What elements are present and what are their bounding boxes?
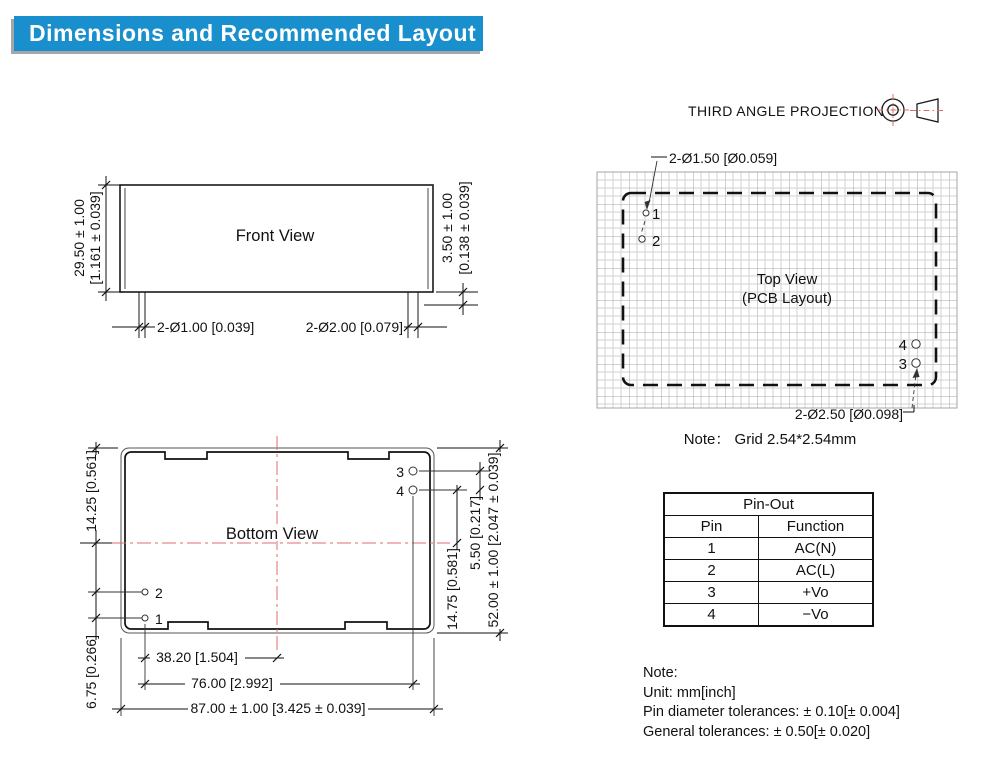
pinout-pin: 1 [664, 538, 759, 560]
pinout-table [663, 492, 874, 627]
table-row [664, 582, 873, 604]
front-view [71, 176, 478, 338]
third-angle-projection [688, 94, 945, 126]
section-title: Dimensions and Recommended Layout [29, 20, 477, 46]
table-row [664, 560, 873, 582]
dim-87-00: 87.00 ± 1.00 [3.425 ± 0.039] [190, 700, 366, 716]
front-view-pin-small-callout: 2-Ø1.00 [0.039] [157, 319, 255, 335]
pinout-function: AC(L) [759, 560, 874, 582]
front-view-pin-large-callout: 2-Ø2.00 [0.079] [305, 319, 403, 335]
front-view-dim-pin-length-in: [0.138 ± 0.039] [456, 181, 472, 275]
note-general-tolerance: General tolerances: ± 0.50[± 0.020] [643, 723, 871, 740]
bottom-view-left-dims [80, 442, 118, 709]
note-pin-tolerance: Pin diameter tolerances: ± 0.10[± 0.004] [643, 704, 900, 720]
dim-38-20: 38.20 [1.504] [156, 649, 238, 665]
bottom-view-right-dims [437, 440, 508, 641]
dim-14-75: 14.75 [0.581] [444, 548, 460, 630]
projection-cone-icon [910, 99, 945, 122]
bottom-view-label: Bottom View [225, 525, 319, 543]
top-view-pin3-label: 3 [898, 356, 907, 373]
top-view-pin1-label: 1 [652, 206, 661, 223]
top-view-hole-large-text: 2-Ø2.50 [Ø0.098] [794, 406, 903, 422]
top-view-hole-small-text: 2-Ø1.50 [Ø0.059] [669, 150, 778, 166]
dim-6-75: 6.75 [0.266] [83, 635, 99, 709]
pinout-title: Pin-Out [664, 493, 873, 516]
bottom-view [80, 436, 508, 716]
note-title: Note: [643, 665, 678, 681]
grid-note: Note： Grid 2.54*2.54mm [683, 431, 857, 448]
table-row [664, 604, 873, 627]
pinout-header-pin: Pin [664, 516, 759, 538]
note-unit: Unit: mm[inch] [643, 684, 736, 701]
pinout-header-function: Function [759, 516, 874, 538]
table-row [664, 538, 873, 560]
dim-52-00: 52.00 ± 1.00 [2.047 ± 0.039] [485, 452, 501, 628]
front-view-pin-large [408, 292, 418, 338]
top-view-label: Top View [756, 271, 818, 288]
dim-5-50: 5.50 [0.217] [467, 496, 483, 570]
third-angle-projection-label: THIRD ANGLE PROJECTION [688, 103, 885, 119]
pinout-pin: 4 [664, 604, 759, 627]
dim-76-00: 76.00 [2.992] [191, 675, 273, 691]
pinout-pin: 2 [664, 560, 759, 582]
top-view-pin4-label: 4 [898, 337, 907, 354]
front-view-dim-pin-diameters [112, 319, 447, 335]
bottom-view-pin4-label: 4 [396, 483, 404, 499]
bottom-view-pin2-label: 2 [155, 585, 163, 601]
top-view-sublabel: (PCB Layout) [741, 290, 833, 307]
front-view-dim-height-mm: 29.50 ± 1.00 [71, 199, 87, 277]
front-view-pin-small [139, 292, 145, 338]
front-view-dim-height [71, 176, 123, 301]
pinout-function: −Vo [759, 604, 874, 627]
dim-14-25: 14.25 [0.561] [83, 450, 99, 532]
notes-block [643, 664, 900, 742]
top-view-pin2-label: 2 [652, 233, 661, 250]
front-view-dim-height-in: [1.161 ± 0.039] [87, 191, 103, 285]
pinout-function: AC(N) [759, 538, 874, 560]
bottom-view-pin1-label: 1 [155, 611, 163, 627]
pinout-header-row [664, 516, 873, 538]
pinout-function: +Vo [759, 582, 874, 604]
pinout-title-row [664, 493, 873, 516]
front-view-dim-pin-length-mm: 3.50 ± 1.00 [439, 193, 455, 263]
front-view-label: Front View [235, 227, 315, 245]
projection-circle-icon [877, 94, 909, 126]
pinout-pin: 3 [664, 582, 759, 604]
bottom-view-pin3-label: 3 [396, 464, 404, 480]
top-view [597, 150, 957, 448]
